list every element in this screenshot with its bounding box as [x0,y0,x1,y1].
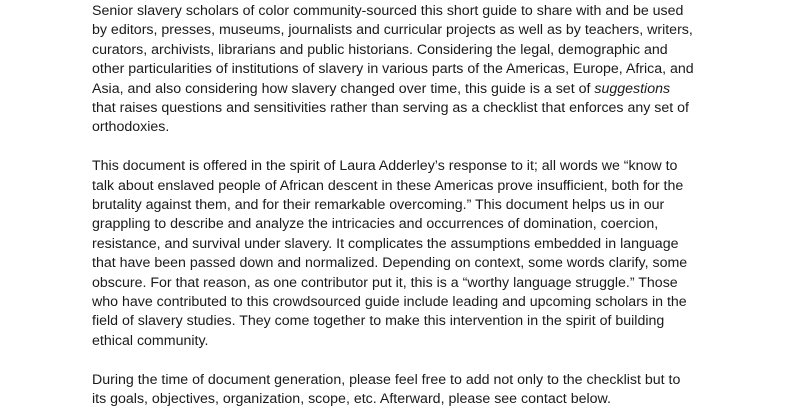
text-line: grappling to describe and analyze the intricacies and occurrences of domination, coercion, [92,216,659,233]
text-line [92,80,732,99]
text-line: that have been passed down and normalized. Depending on context, some words clarify, some [92,255,688,272]
text-line: brutality against them, and for their remarkable overcoming.” This document helps us in our [92,197,665,214]
text-line: talk about enslaved people of African descent in these Americas prove insufficient, both for the [92,177,684,194]
text-line: field of slavery studies. They come together to make this intervention in the spirit of building [92,313,665,330]
spirit-paragraph [92,157,732,351]
text-line: who have contributed to this crowdsourced guide include leading and upcoming scholars in the [92,294,687,311]
text-line: that raises questions and sensitivities rather than serving as a checklist that enforces any set of [92,100,689,117]
emphasis-suggestions: suggestions [594,80,671,97]
text-line: its goals, objectives, organization, scope, etc. Afterward, please see contact below. [92,391,611,408]
text-line: ethical community. [92,332,209,349]
text-line: curators, archivists, librarians and public historians. Considering the legal, demographic and [92,41,668,58]
text-line: This document is offered in the spirit of Laura Adderley’s response to it; all words we “know to [92,158,678,175]
paragraph-spacer [92,351,732,370]
text-segment: Asia, and also considering how slavery changed over time, this guide is a set of [92,80,595,97]
text-line: by editors, presses, museums, journalists and curricular projects as well as by teachers, writers, [92,22,693,39]
text-line: obscure. For that reason, as one contributor put it, this is a “worthy language struggle.” Those [92,274,678,291]
intro-paragraph [92,2,732,138]
paragraph-spacer [92,138,732,157]
text-line: other particularities of institutions of slavery in various parts of the Americas, Europe, Africa, and [92,61,694,78]
text-line: orthodoxies. [92,119,170,136]
document-body [92,2,732,410]
text-line: During the time of document generation, please feel free to add not only to the checklist but to [92,371,681,388]
contribution-paragraph [92,371,732,410]
text-line: Senior slavery scholars of color community-sourced this short guide to share with and be used [92,3,684,19]
text-line: resistance, and survival under slavery. It complicates the assumptions embedded in language [92,235,679,252]
